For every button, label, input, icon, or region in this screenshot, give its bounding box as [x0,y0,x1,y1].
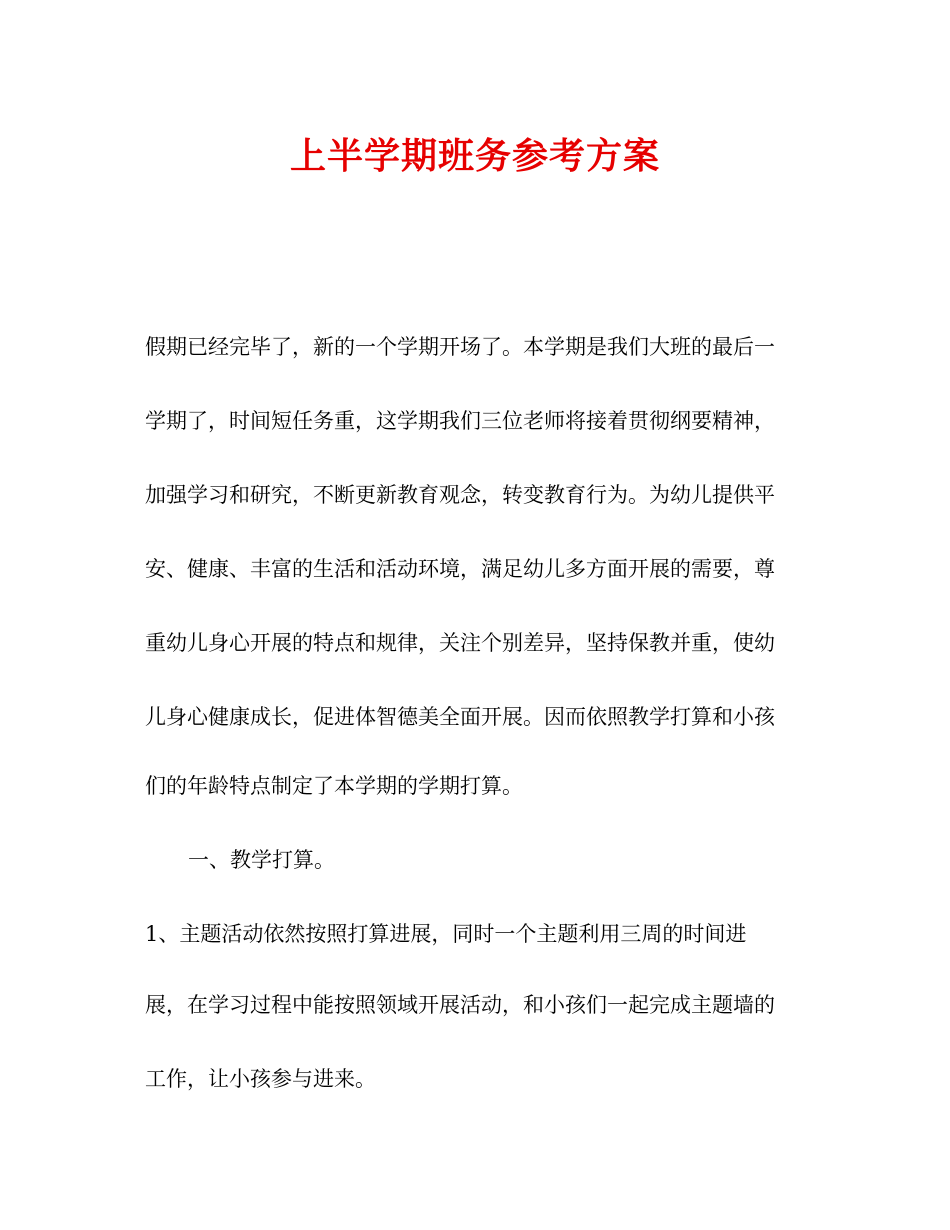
paragraph-line: 假期已经完毕了，新的一个学期开场了。本学期是我们大班的最后一 [145,335,775,359]
section-heading: 一、教学打算。 [188,848,335,872]
document-title: 上半学期班务参考方案 [289,136,660,177]
paragraph-line: 安、健康、丰富的生活和活动环境，满足幼儿多方面开展的需要，尊 [145,557,775,581]
list-item-line: 展，在学习过程中能按照领域开展活动，和小孩们一起完成主题墙的 [145,993,775,1017]
paragraph-line: 加强学习和研究，不断更新教育观念，转变教育行为。为幼儿提供平 [145,483,775,507]
paragraph-line: 学期了，时间短任务重，这学期我们三位老师将接着贯彻纲要精神， [145,409,775,433]
paragraph-line: 儿身心健康成长，促进体智德美全面开展。因而依照教学打算和小孩 [145,705,775,729]
paragraph-line: 们的年龄特点制定了本学期的学期打算。 [145,774,523,798]
list-item-line: 工作，让小孩参与进来。 [145,1067,376,1091]
paragraph-line: 重幼儿身心开展的特点和规律，关注个别差异，坚持保教并重，使幼 [145,631,775,655]
list-item-line: 1、主题活动依然按照打算进展，同时一个主题利用三周的时间进 [145,922,747,946]
